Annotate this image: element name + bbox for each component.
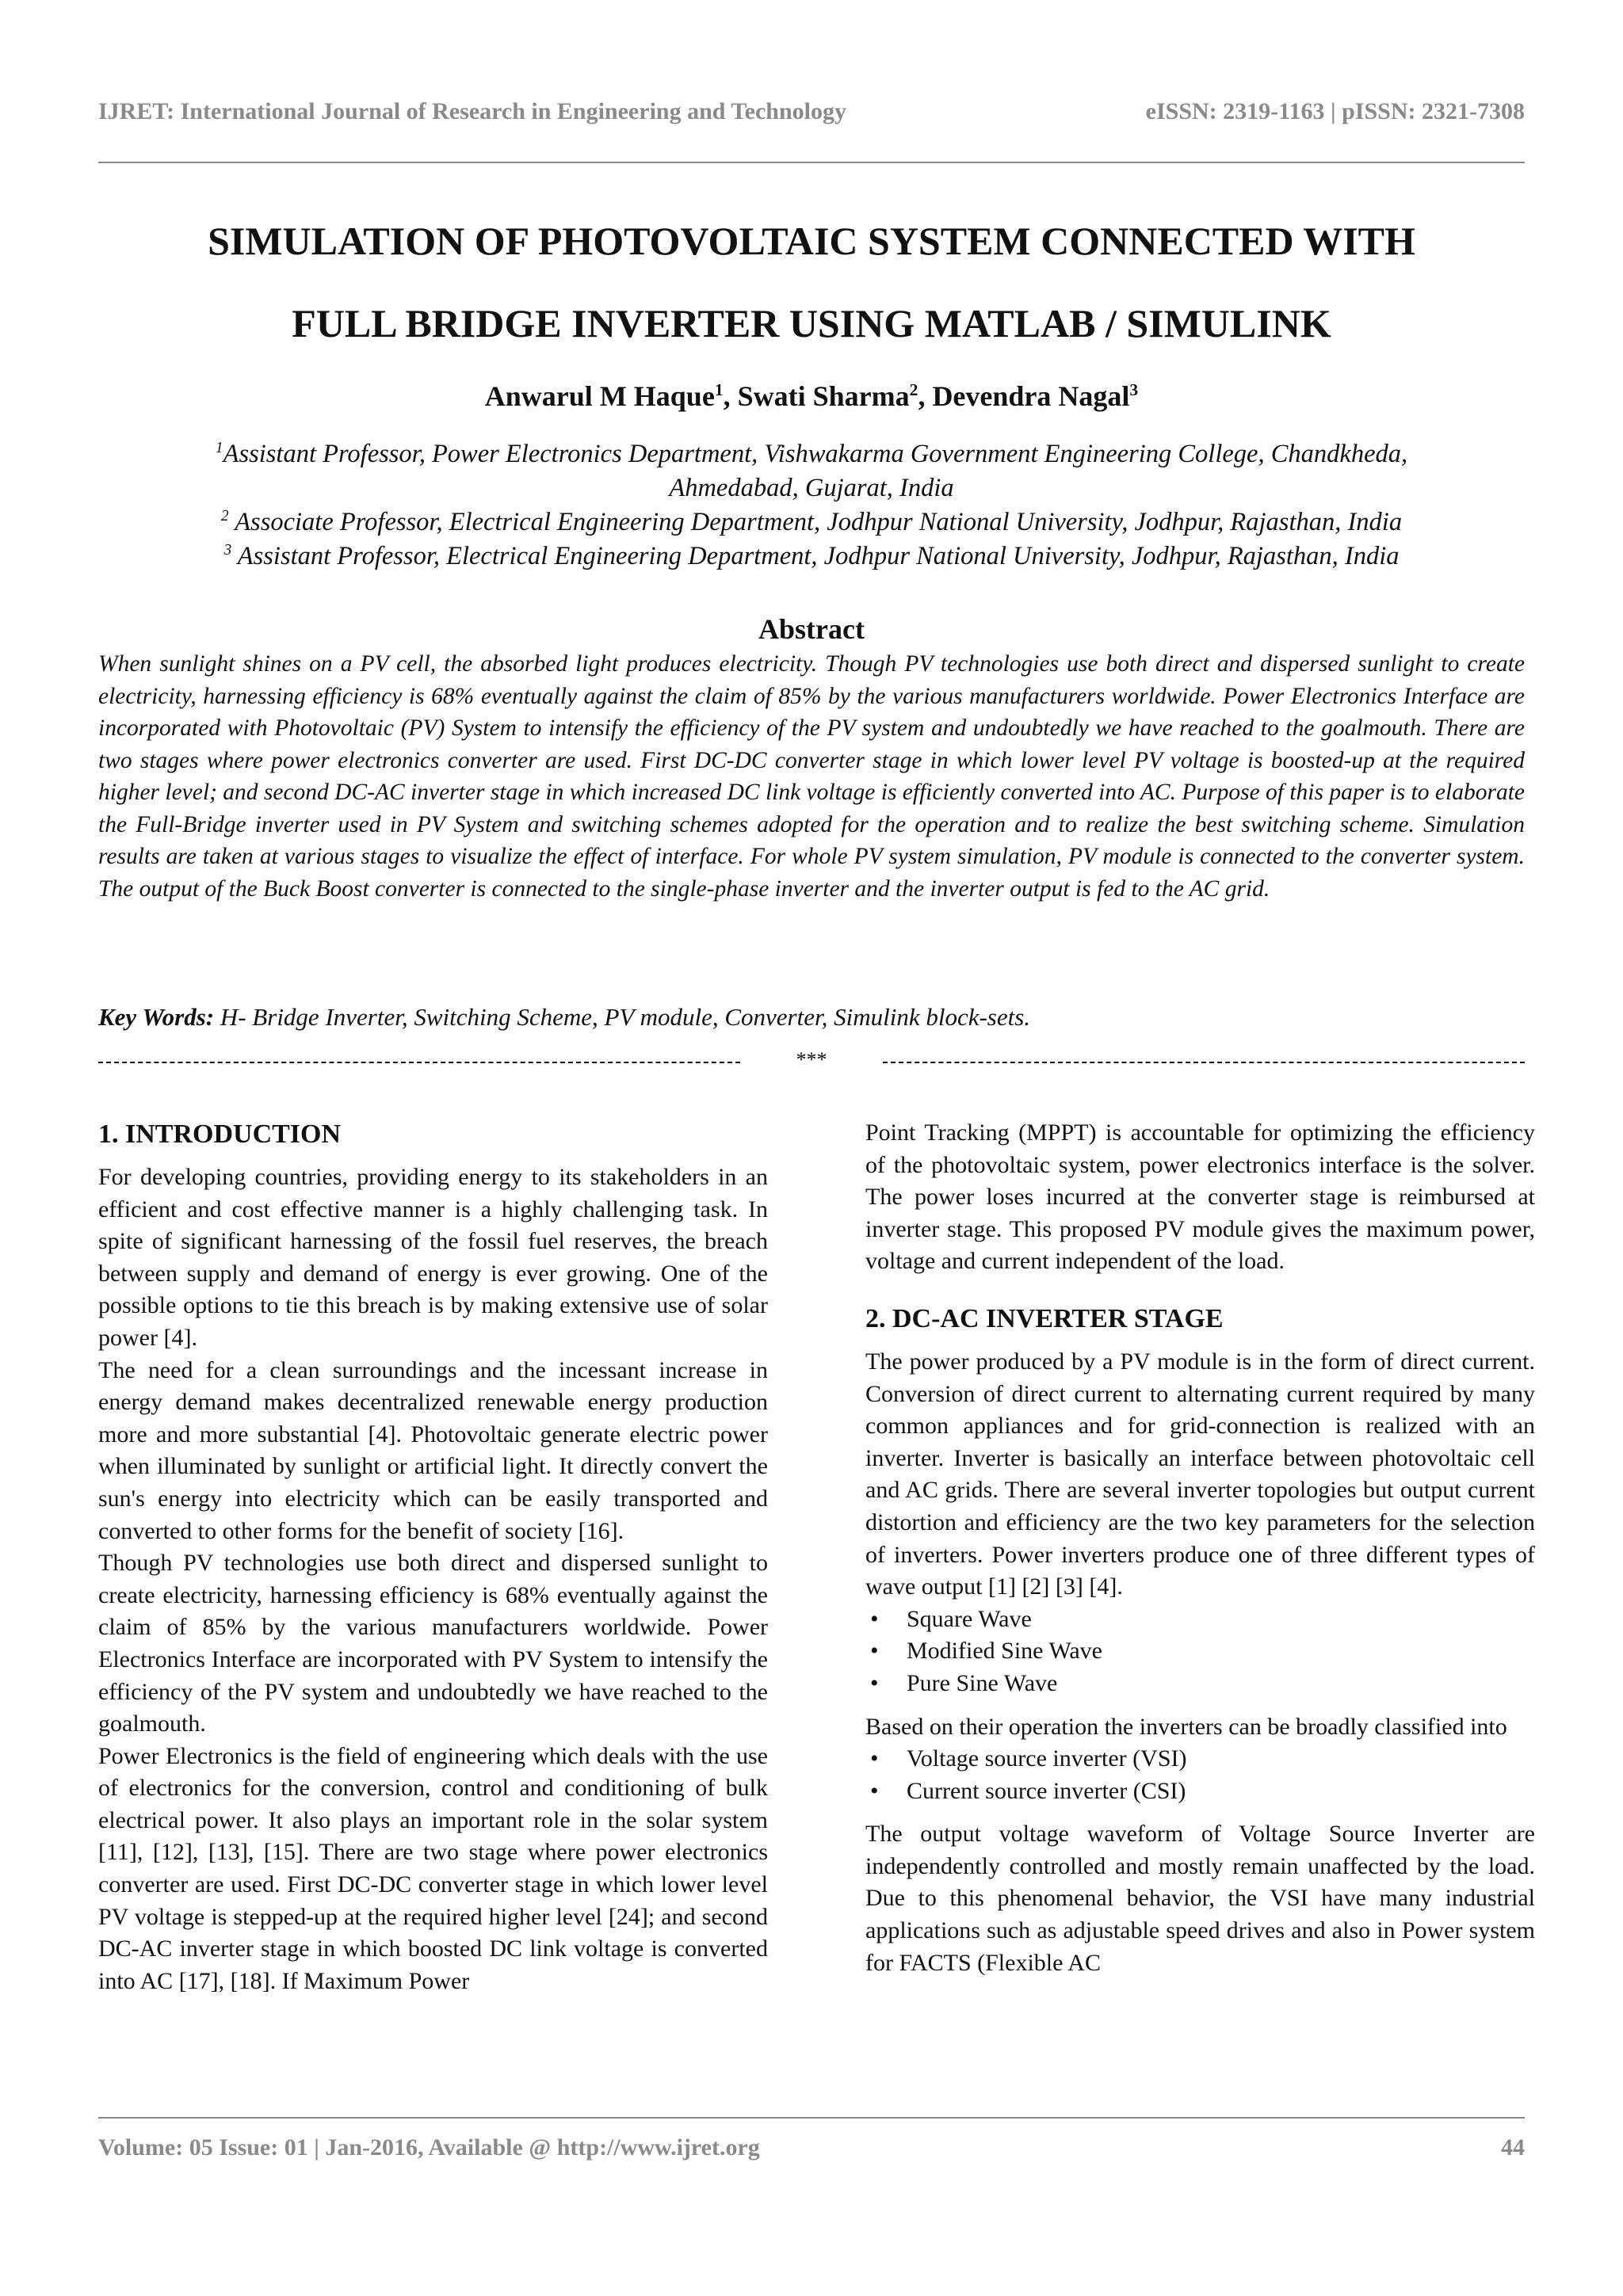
list-item: • Modified Sine Wave [907, 1635, 1535, 1668]
affiliation-mark: 2 [220, 508, 229, 525]
section-divider [98, 1044, 1525, 1076]
page-number: 44 [1501, 2134, 1525, 2161]
running-footer [98, 2134, 1525, 2172]
section2-paragraph: The power produced by a PV module is in the form of direct current. Conversion of direct current to alternating current required by many common appliances and for grid-connection is realized with an inverter. Inverter is basically an interface between photovoltaic cell and AC grids. There are several inverter topologies but output current distortion and efficiency are the two key parameters for the selection of inverters. Power inverters produce one of three different types of wave output [1] [2] [3] [4]. [865, 1348, 1535, 1600]
affiliation-text: Associate Professor, Electrical Engineering Department, Jodhpur National University, Jodhpur, Rajasthan, India [235, 508, 1403, 536]
author-mark: 1 [714, 380, 724, 399]
title-line-2: FULL BRIDGE INVERTER USING MATLAB / SIMULINK [292, 301, 1331, 345]
section2-paragraph: Based on their operation the inverters can be broadly classified into [865, 1713, 1507, 1740]
wave-type-list [865, 1604, 1535, 1700]
keywords [98, 1000, 1525, 1035]
intro-paragraph: Power Electronics is the field of engineering which deals with the use of electronics for the conversion, control and conditioning of bulk electrical power. It also plays an important role in the solar system [11], [12], [13], [15]. There are two stage where power electronics converter are used. First DC-DC converter stage in which lower level PV voltage is stepped-up at the required higher level [24]; and second DC-AC inverter stage in which boosted DC link voltage is converted into AC [17], [18]. If Maximum Power [98, 1742, 768, 1994]
intro-paragraph: The need for a clean surroundings and the incessant increase in energy demand makes decentralized renewable energy production more and more substantial [4]. Photovoltaic generate electric power when illuminated by sunlight or artificial light. It directly convert the sun's energy into electricity which can be easily transported and converted to other forms for the benefit of society [16]. [98, 1356, 768, 1544]
right-column [865, 1117, 1535, 1979]
section2-paragraph: The output voltage waveform of Voltage Source Inverter are independently controlled and mostly remain unaffected by the load. Due to this phenomenal behavior, the VSI have many industrial applications such as adjustable speed drives and also in Power system for FACTS (Flexible AC [865, 1821, 1535, 1976]
volume-info: Volume: 05 Issue: 01 | Jan-2016, Available @ http://www.ijret.org [98, 2134, 760, 2161]
affiliation-2 [98, 505, 1525, 540]
affiliation-list [98, 437, 1525, 574]
affiliation-text: Assistant Professor, Electrical Engineering Department, Jodhpur National University, Jodhpur, Rajasthan, India [237, 542, 1400, 570]
list-item: • Pure Sine Wave [907, 1668, 1535, 1700]
list-item: • Current source inverter (CSI) [907, 1775, 1535, 1808]
affiliation-text: Assistant Professor, Power Electronics Department, Vishwakarma Government Engineering College, Chandkheda, [223, 440, 1408, 468]
author-mark: 3 [1129, 380, 1139, 399]
inverter-type-list [865, 1743, 1535, 1807]
intro-paragraph: Though PV technologies use both direct and dispersed sunlight to create electricity, harnessing efficiency is 68% eventually against the claim of 85% by the various manufacturers worldwide. Power Electronics Interface are incorporated with PV System to intensify the efficiency of the PV system and undoubtedly we have reached to the goalmouth. [98, 1550, 768, 1737]
divider-stars: *** [792, 1048, 832, 1071]
author-mark: 2 [909, 380, 918, 399]
author-name: Anwarul M Haque [484, 380, 715, 412]
affiliation-1 [98, 437, 1525, 505]
affiliation-text-cont: Ahmedabad, Gujarat, India [669, 474, 954, 502]
intro-paragraph: For developing countries, providing energy to its stakeholders in an efficient and cost effective manner is a highly challenging task. In spite of significant harnessing of the fossil fuel reserves, the breach between supply and demand of energy is ever growing. One of the possible options to tie this breach is by making extensive use of solar power [4]. [98, 1164, 768, 1351]
author-name: Swati Sharma [737, 380, 910, 412]
running-header [98, 98, 1525, 136]
list-item: • Square Wave [907, 1604, 1535, 1636]
author-name: Devendra Nagal [932, 380, 1130, 412]
journal-name: IJRET: International Journal of Research in Engineering and Technology [98, 98, 847, 124]
paper-title [98, 200, 1525, 364]
section2-heading: 2. DC-AC INVERTER STAGE [865, 1303, 1224, 1333]
intro-continuation: Point Tracking (MPPT) is accountable for optimizing the efficiency of the photovoltaic system, power electronics interface is the solver. The power loses incurred at the converter stage is reimbursed at inverter stage. This proposed PV module gives the maximum power, voltage and current independent of the load. [865, 1119, 1535, 1275]
affiliation-3 [98, 540, 1525, 574]
author-list: Anwarul M Haque$^1$, Swati Sharma$^2$, Devendra Nagal$^3$ [484, 380, 1139, 412]
issn-numbers: eISSN: 2319-1163 | pISSN: 2321-7308 [1145, 98, 1525, 124]
keywords-label: Key Words: [98, 1003, 215, 1031]
abstract-heading: Abstract [758, 613, 865, 645]
list-item: • Voltage source inverter (VSI) [907, 1743, 1535, 1775]
intro-heading: 1. INTRODUCTION [98, 1119, 342, 1149]
title-line-1: SIMULATION OF PHOTOVOLTAIC SYSTEM CONNECTED WITH [208, 219, 1415, 263]
footer-rule [98, 2117, 1525, 2119]
left-column [98, 1116, 768, 1997]
keywords-text: H- Bridge Inverter, Switching Scheme, PV module, Converter, Simulink block-sets. [214, 1003, 1031, 1031]
affiliation-mark: 3 [223, 542, 232, 559]
header-rule [98, 162, 1525, 163]
affiliation-mark: 1 [215, 440, 223, 457]
abstract-body: When sunlight shines on a PV cell, the absorbed light produces electricity. Though PV technologies use both direct and dispersed sunlight to create electricity, harnessing efficiency is 68% eventually against the claim of 85% by the various manufacturers worldwide. Power Electronics Interface are incorporated with Photovoltaic (PV) System to intensify the efficiency of the PV system and undoubtedly we have reached to the goalmouth. There are two stages where power electronics converter are used. First DC-DC converter stage in which lower level PV voltage is boosted-up at the required higher level; and second DC-AC inverter stage in which increased DC link voltage is efficiently converted into AC. Purpose of this paper is to elaborate the Full-Bridge inverter used in PV System and switching schemes adopted for the operation and to realize the best switching scheme. Simulation results are taken at various stages to visualize the effect of interface. For whole PV system simulation, PV module is connected to the converter system. The output of the Buck Boost converter is connected to the single-phase inverter and the inverter output is fed to the AC grid. [98, 651, 1525, 902]
